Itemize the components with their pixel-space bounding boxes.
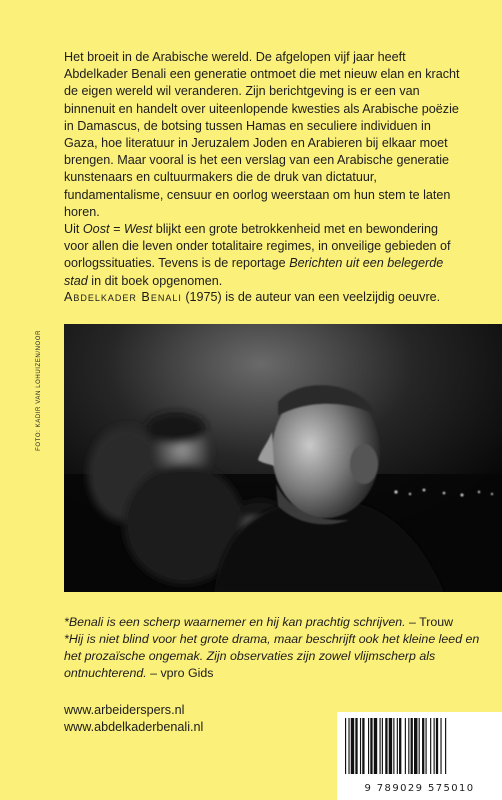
isbn-number: 9 789029 575010 xyxy=(364,783,475,794)
book-title-oost-west: Oost = West xyxy=(82,222,153,237)
reportage-title: Berichten uit een belegerde stad xyxy=(64,256,444,288)
barcode-stripe xyxy=(399,718,401,774)
review-quote xyxy=(64,614,494,631)
barcode-stripe xyxy=(362,718,364,774)
barcode-stripe xyxy=(393,718,394,774)
barcode-bars xyxy=(337,712,502,782)
barcode-stripe xyxy=(426,718,427,774)
barcode-stripe xyxy=(370,718,372,774)
blurb-p2-text-c: blijkt een grote betrokkenheid met en bewondering voor allen die leven onder totalitaire regimes, in onveilige gebieden of oorlogssituaties. Tevens is de reportage xyxy=(64,222,451,271)
barcode-stripe xyxy=(351,718,354,774)
barcode-stripe xyxy=(360,718,361,774)
barcode-stripe xyxy=(411,718,413,774)
photo-credit-text: FOTO: KADIR VAN LOHUIZEN/NOOR xyxy=(36,330,42,451)
barcode-stripe xyxy=(397,718,398,774)
barcode-stripe xyxy=(385,718,387,774)
quote-source: – Trouw xyxy=(405,615,454,629)
barcode-stripe xyxy=(422,718,424,774)
barcode-stripe xyxy=(445,718,446,774)
barcode-stripe xyxy=(382,718,383,774)
barcode-stripe xyxy=(408,718,409,774)
blurb-p2-text-a: Uit xyxy=(64,222,83,237)
barcode-stripe xyxy=(414,718,417,774)
isbn-barcode xyxy=(337,712,502,800)
back-cover-blurb xyxy=(64,49,464,290)
barcode-stripe xyxy=(345,718,346,774)
barcode-stripe xyxy=(368,718,369,774)
barcode-stripe xyxy=(405,718,406,774)
barcode-stripe xyxy=(374,718,377,774)
barcode-stripe xyxy=(355,718,357,774)
author-photo xyxy=(64,324,502,592)
barcode-stripe xyxy=(440,718,441,774)
blurb-paragraph-2 xyxy=(64,221,464,290)
quote-text: *Benali is een scherp waarnemer en hij kan prachtig schrijven. xyxy=(64,615,406,629)
barcode-stripe xyxy=(419,718,420,774)
barcode-stripe xyxy=(436,718,438,774)
photo-credit xyxy=(36,330,48,570)
author-name: Abdelkader Benali xyxy=(64,290,182,304)
review-quote xyxy=(64,631,494,682)
blurb-p2-text-e: in dit boek opgenomen. xyxy=(87,273,223,288)
quote-text: *Hij is niet blind voor het grote drama, maar beschrijft ook het kleine leed en het prozaïsche ongemak. Zijn observaties zijn zowel vlijmscherp als ontnuchterend. xyxy=(64,632,480,680)
link-arbeiderspers[interactable]: www.arbeiderspers.nl xyxy=(64,703,185,717)
barcode-stripe xyxy=(380,718,381,774)
link-abdelkaderbenali[interactable]: www.abdelkaderbenali.nl xyxy=(64,720,204,734)
quote-source: – vpro Gids xyxy=(146,666,214,680)
author-bio xyxy=(64,289,474,306)
author-bio-text: (1975) is de auteur van een veelzijdig oeuvre. xyxy=(181,290,441,304)
barcode-stripe xyxy=(348,718,349,774)
barcode-stripe xyxy=(434,718,435,774)
website-links xyxy=(64,702,203,736)
barcode-stripe xyxy=(430,718,431,774)
blurb-paragraph-1: Het broeit in de Arabische wereld. De afgelopen vijf jaar heeft Abdelkader Benali een generatie ontmoet die met nieuw elan en kracht de eigen wereld wil veranderen. Zijn berichtgeving is er een van binnenuit en handelt over uiteenlopende kwesties als Arabische poëzie in Damascus, de botsing tussen Hamas en seculiere individuen in Gaza, hoe literatuur in Jeruzalem Joden en Arabieren bij elkaar moet brengen. Maar vooral is het een verslag van een Arabische generatie kunstenaars en cultuurmakers die de druk van dictatuur, fundamentalisme, censuur en oorlog weerstaan om hun stem te laten horen. xyxy=(64,50,460,219)
barcode-stripe xyxy=(389,718,392,774)
review-quotes xyxy=(64,614,494,682)
author-photo-image xyxy=(64,324,502,592)
